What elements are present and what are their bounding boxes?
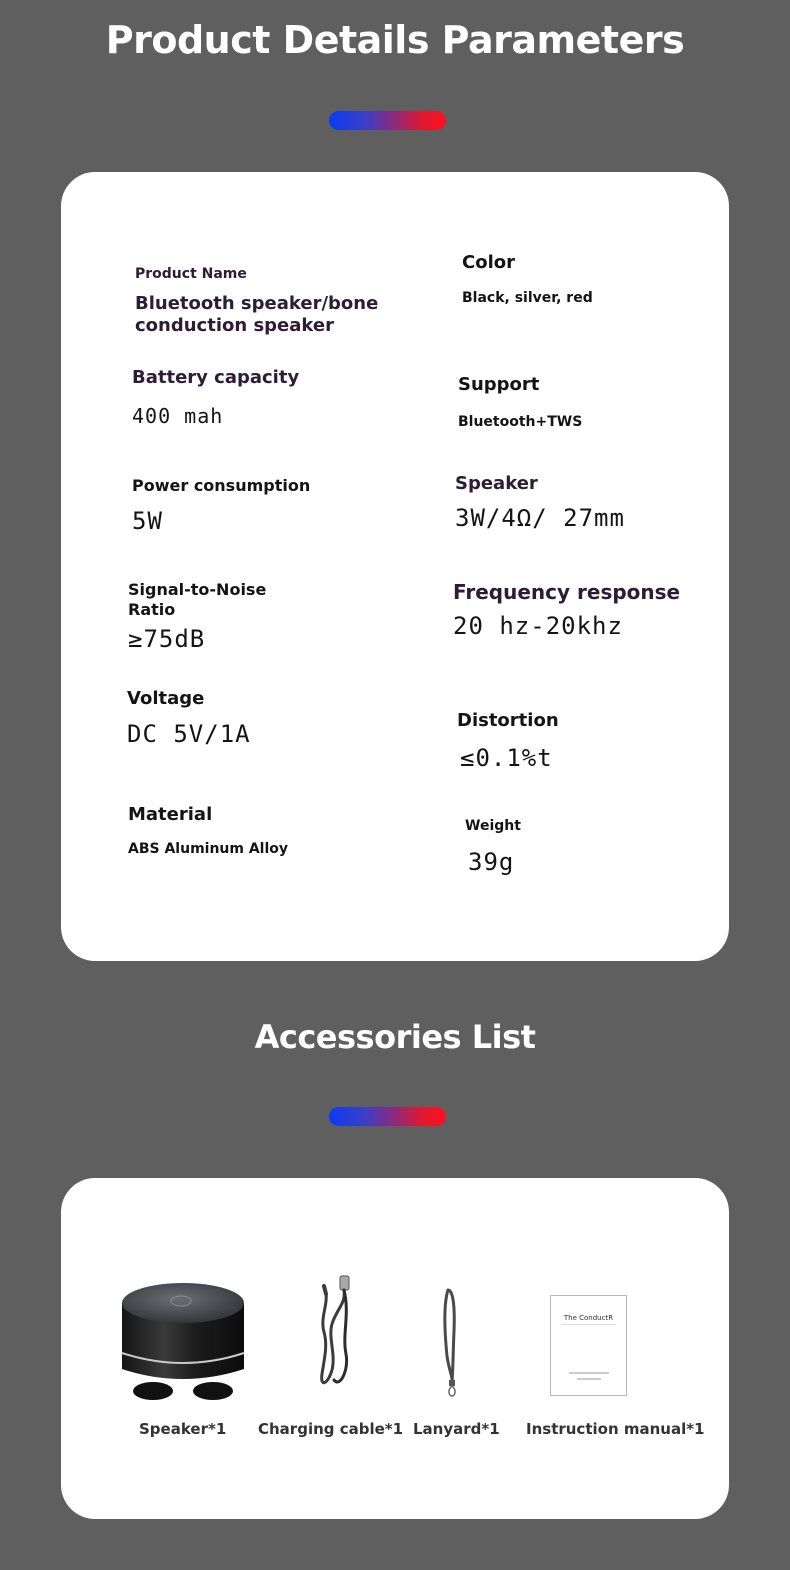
parameters-card: [61, 172, 729, 961]
spec-value: ≥75dB: [128, 625, 206, 653]
spec-label: Color: [462, 252, 515, 273]
spec-value: 39g: [468, 848, 515, 877]
accessory-label: Lanyard*1: [413, 1420, 500, 1438]
spec-value: Bluetooth speaker/bone: [135, 293, 379, 315]
spec-voltage: [127, 689, 251, 748]
spec-value: Black, silver, red: [462, 289, 593, 306]
spec-speaker: [455, 474, 625, 532]
usb-cable-image: [306, 1274, 366, 1394]
spec-weight: [465, 818, 521, 877]
spec-label: Signal-to-Noise: [128, 580, 267, 599]
spec-distortion: [457, 711, 559, 772]
spec-label: Battery capacity: [132, 367, 300, 388]
spec-value: ≤0.1%t: [460, 743, 553, 772]
spec-product-name: [135, 266, 378, 337]
spec-snr: [128, 580, 266, 654]
manual-brand: The ConductR: [563, 1314, 614, 1322]
accessory-label: Speaker*1: [139, 1420, 227, 1438]
spec-label: Distortion: [457, 710, 559, 731]
accessories-card: [61, 1178, 729, 1519]
spec-value: 3W/4Ω/ 27mm: [455, 503, 625, 532]
manual-line: [561, 1324, 616, 1325]
spec-battery: [132, 368, 299, 428]
speaker-image: [119, 1281, 247, 1409]
spec-label: Support: [458, 374, 540, 395]
title-divider-bar: [329, 1107, 446, 1126]
accessories-title: Accessories List: [254, 1018, 536, 1056]
spec-label: Voltage: [127, 688, 205, 709]
spec-value: Bluetooth+TWS: [458, 413, 583, 430]
spec-label: Weight: [465, 818, 521, 834]
parameters-title: Product Details Parameters: [105, 18, 685, 62]
manual-line: [569, 1372, 609, 1374]
spec-value: 20 hz-20khz: [453, 612, 623, 640]
spec-value: DC 5V/1A: [127, 719, 251, 748]
accessory-label: Instruction manual*1: [526, 1420, 705, 1438]
spec-label: Material: [128, 804, 213, 825]
spec-frequency: [453, 581, 680, 641]
spec-value: 5W: [132, 507, 163, 536]
manual-line: [577, 1378, 601, 1380]
spec-value: conduction speaker: [135, 315, 334, 337]
spec-power: [132, 477, 310, 536]
spec-value: ABS Aluminum Alloy: [128, 840, 289, 857]
spec-label: Frequency response: [453, 580, 681, 604]
spec-label: Power consumption: [132, 476, 311, 495]
spec-support: [458, 375, 582, 430]
spec-label: Speaker: [455, 473, 538, 494]
title-divider-bar: [329, 111, 446, 130]
manual-image: [550, 1295, 627, 1396]
spec-color: [462, 253, 593, 306]
spec-label: Ratio: [128, 600, 176, 619]
spec-label: Product Name: [135, 266, 247, 282]
lanyard-image: [439, 1286, 465, 1398]
accessory-label: Charging cable*1: [258, 1420, 404, 1438]
spec-value: 400 mah: [132, 403, 224, 428]
spec-material: [128, 805, 288, 857]
